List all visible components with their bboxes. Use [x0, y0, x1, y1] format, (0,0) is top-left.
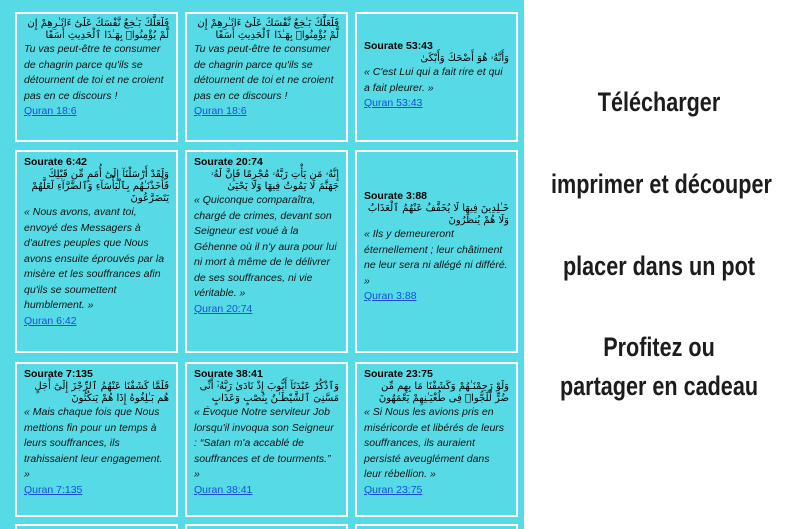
verse-translation: Tu vas peut-être te consumer de chagrin parce qu'ils se détournent de toi et ne croient pas en ce discours ! [24, 43, 164, 102]
verse-card [15, 12, 178, 142]
verse-translation: « Nous avons, avant toi, envoyé des Messagers à d'autres peuples que Nous avons ensuite éprouvés par la misère et les souffrances afin qu'ils se soumettent humblement. » [24, 206, 165, 311]
instruction-place-jar: placer dans un pot [562, 251, 756, 281]
quran-link[interactable]: Quran 18:6 [24, 105, 77, 117]
quran-link[interactable]: Quran 6:42 [24, 314, 77, 327]
verse-arabic: خَـٰلِدِينَ فِيهَا لَا يُخَفَّفُ عَنْهُمُ ٱلْعَذَابُ وَلَا هُمْ يُنظَرُونَ [367, 203, 509, 226]
verse-arabic: فَلَعَلَّكَ بَـٰخِعٌ نَّفْسَكَ عَلَىٰٓ ءَاثَـٰرِهِمْ إِن لَّمْ يُؤْمِنُوا۟ بِهَـٰذَا ٱلْحَدِيثِ أَسَفًا [27, 18, 169, 41]
verse-arabic: إِنَّهُۥ مَن يَأْتِ رَبَّهُۥ مُجْرِمًا فَإِنَّ لَهُۥ جَهَنَّمَ لَا يَمُوتُ فِيهَا وَلَا يَحْيَىٰ [211, 169, 339, 192]
verse-reference: Sourate 23:75 [364, 368, 433, 380]
verse-reference: Sourate 38:41 [194, 368, 263, 380]
verse-translation: « Évoque Notre serviteur Job lorsqu'il invoqua son Seigneur : “Satan m'a accablé de souffrances et de tourments.” » [194, 406, 334, 480]
verse-card-partial [355, 524, 518, 529]
verse-card [355, 362, 518, 517]
quran-link[interactable]: Quran 23:75 [364, 483, 423, 496]
verse-card-partial [185, 524, 348, 529]
quran-link[interactable]: Quran 3:88 [364, 290, 417, 302]
verse-card [15, 150, 178, 353]
instruction-gift: partager en cadeau [559, 371, 759, 401]
verse-card [185, 150, 348, 353]
verse-arabic: فَلَمَّا كَشَفْنَا عَنْهُمُ ٱلرِّجْزَ إِلَىٰٓ أَجَلٍ هُم بَـٰلِغُوهُ إِذَا هُمْ يَنكُثُونَ [34, 381, 169, 404]
verse-translation: Tu vas peut-être te consumer de chagrin parce qu'ils se détournent de toi et ne croient pas en ce discours ! [194, 43, 334, 102]
quran-link[interactable]: Quran 18:6 [194, 105, 247, 117]
instruction-download: Télécharger [597, 87, 721, 117]
verse-card [185, 12, 348, 142]
quran-link[interactable]: Quran 7:135 [24, 483, 83, 496]
verse-arabic: وَأَنَّهُۥ هُوَ أَضْحَكَ وَأَبْكَىٰ [420, 53, 509, 64]
verse-translation: « Quiconque comparaîtra, chargé de crimes, devant son Seigneur est voué à la Géhenne où il n'y aura pour lui ni mort à même de le délivrer de ses souffrances, ni vie véritable. » [194, 194, 337, 299]
verse-card [185, 362, 348, 517]
verse-reference: Sourate 53:43 [364, 40, 433, 52]
verse-translation: « Ils y demeureront éternellement ; leur châtiment ne leur sera ni allégé ni différé. » [364, 228, 508, 287]
verse-card [355, 12, 518, 142]
instruction-enjoy: Profitez ou [603, 332, 715, 362]
verse-reference: Sourate 7:135 [24, 368, 93, 380]
verse-reference: Sourate 20:74 [194, 156, 263, 168]
verse-reference: Sourate 6:42 [24, 156, 88, 168]
verse-arabic: فَلَعَلَّكَ بَـٰخِعٌ نَّفْسَكَ عَلَىٰٓ ءَاثَـٰرِهِمْ إِن لَّمْ يُؤْمِنُوا۟ بِهَـٰذَا ٱلْحَدِيثِ أَسَفًا [197, 18, 339, 41]
verse-translation: « Mais chaque fois que Nous mettions fin pour un temps à leurs souffrances, ils trahissaient leur engagement. » [24, 406, 163, 480]
quran-link[interactable]: Quran 38:41 [194, 483, 253, 496]
instruction-print-cut: imprimer et découper [551, 169, 772, 199]
quran-link[interactable]: Quran 53:43 [364, 97, 423, 109]
verse-card [355, 150, 518, 353]
verse-card [15, 362, 178, 517]
verse-arabic: وَٱذْكُرْ عَبْدَنَآ أَيُّوبَ إِذْ نَادَىٰ رَبَّهُۥٓ أَنِّى مَسَّنِىَ ٱلشَّيْطَـٰنُ بِنُصْبٍ وَعَذَابٍ [199, 381, 339, 404]
instructions-panel [524, 0, 794, 529]
verse-reference: Sourate 3:88 [364, 190, 428, 202]
verse-arabic: وَلَوْ رَحِمْنَـٰهُمْ وَكَشَفْنَا مَا بِهِم مِّن ضُرٍّ لَّلَجُّوا۟ فِى طُغْيَـٰنِهِمْ يَعْمَهُونَ [378, 381, 509, 404]
verse-translation: « Si Nous les avions pris en miséricorde et libérés de leurs souffrances, ils auraient persisté aveuglément dans leur rébellion. » [364, 406, 505, 480]
verse-card-partial [15, 524, 178, 529]
verse-arabic: وَلَقَدْ أَرْسَلْنَآ إِلَىٰٓ أُمَمٍ مِّن قَبْلِكَ فَأَخَذْنَـٰهُم بِٱلْبَأْسَآءِ وَٱلضَّرَّآءِ لَعَلَّهُمْ يَتَضَرَّعُونَ [31, 169, 169, 204]
verse-translation: « C'est Lui qui a fait rire et qui a fait pleurer. » [364, 66, 503, 94]
quran-link[interactable]: Quran 20:74 [194, 302, 253, 315]
